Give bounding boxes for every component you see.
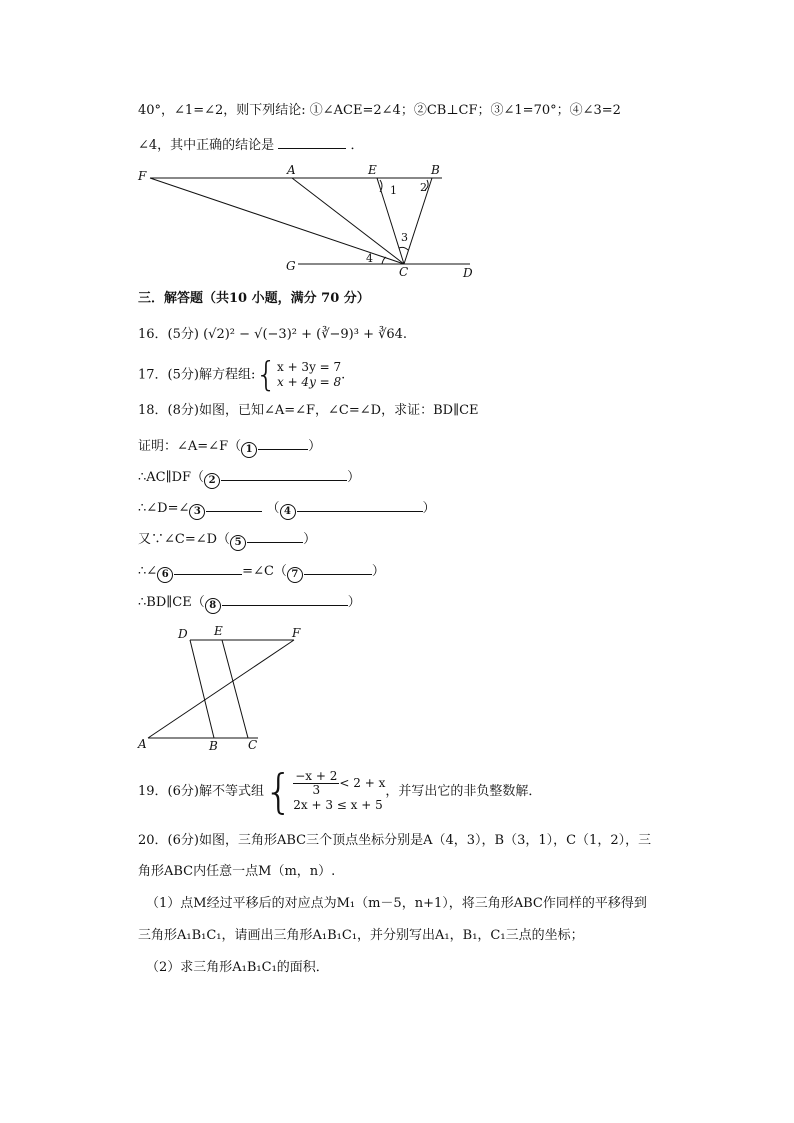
step5-text-b: =∠C（ — [242, 564, 287, 579]
segment-EC — [222, 640, 248, 738]
close-paren: ） — [422, 501, 436, 516]
q20-part1: （1）点M经过平移后的对应点为M₁（m－5，n+1），将三角形ABC作同样的平移得到 — [146, 896, 647, 911]
step4-text: 又∵∠C=∠D（ — [138, 532, 231, 547]
segment-AC — [292, 178, 404, 264]
close-paren: ） — [347, 470, 361, 485]
q17-num: 17．(5分)解方程组: — [138, 367, 256, 383]
blank-1[interactable] — [258, 435, 308, 450]
q19-top-rhs: < 2 + x — [339, 776, 386, 790]
step6-text: ∴BD∥CE（ — [138, 595, 205, 610]
q18-step4 — [138, 528, 316, 551]
blank-7[interactable] — [304, 560, 372, 575]
circle-1: 1 — [241, 442, 257, 458]
q15-line2-text: ∠4，其中正确的结论是 — [138, 138, 275, 153]
label-G: G — [286, 259, 296, 273]
q19-top — [293, 770, 385, 797]
close-paren: ） — [308, 439, 322, 454]
q19-system — [293, 770, 385, 813]
q20-line2: 角形ABC内任意一点M（m，n）. — [138, 864, 336, 879]
circle-2: 2 — [204, 473, 220, 489]
q16-expr: (√2)² − √(−3)² + (∛−9)³ + ∛64. — [203, 327, 408, 342]
angle-3-arc — [399, 247, 408, 250]
q18-step5 — [138, 560, 385, 583]
close-paren: ） — [371, 564, 385, 579]
label-E: E — [368, 163, 377, 177]
segment-DB — [190, 640, 214, 738]
circle-4: 4 — [280, 504, 296, 520]
q20-line1: 20．(6分)如图，三角形ABC三个顶点坐标分别是A（4，3），B（3，1），C（1，2），三 — [138, 833, 652, 848]
fraction-numerator: −x + 2 — [295, 769, 338, 783]
q18-title: 18．(8分)如图，已知∠A=∠F，∠C=∠D，求证：BD∥CE — [138, 403, 479, 418]
q18-step3: ∴∠D=∠ 3 （ 4 ） — [138, 497, 436, 520]
blank-8[interactable] — [222, 591, 348, 606]
blank-5[interactable] — [247, 528, 303, 543]
circle-8: 8 — [205, 598, 221, 614]
fraction-denominator: 3 — [312, 783, 321, 797]
q17-system — [277, 360, 341, 390]
q20-part2: （2）求三角形A₁B₁C₁的面积． — [146, 960, 329, 975]
label-4: 4 — [366, 252, 373, 265]
q18-step2 — [138, 466, 360, 489]
close-paren: ） — [303, 532, 317, 547]
angle-1-arc — [380, 180, 382, 192]
q17-end: . — [341, 367, 346, 383]
q17-eq1: x + 3y = 7 — [276, 360, 342, 374]
q17-eq2: x + 4y = 8 — [276, 375, 342, 389]
q15-figure — [134, 158, 484, 282]
circle-3: 3 — [189, 504, 205, 520]
brace: { — [263, 764, 294, 819]
label-A: A — [287, 163, 296, 177]
label-F: F — [292, 626, 301, 640]
label-E: E — [214, 624, 223, 638]
q15-line2 — [138, 134, 363, 156]
q19-num: 19．(6分)解不等式组 — [138, 784, 264, 799]
segment-BC — [404, 178, 432, 264]
q16 — [138, 325, 407, 345]
label-3: 3 — [401, 231, 408, 244]
label-B: B — [209, 739, 218, 753]
step5-text: ∴∠ — [138, 564, 158, 579]
q18-step6 — [138, 591, 361, 614]
brace: { — [255, 355, 277, 395]
label-C: C — [248, 738, 258, 752]
label-D: D — [178, 627, 188, 641]
q19-tail: ，并写出它的非负整数解． — [385, 784, 542, 799]
blank-4[interactable] — [297, 497, 423, 512]
step1-text: 证明：∠A=∠F（ — [138, 439, 242, 454]
blank-2[interactable] — [221, 466, 347, 481]
close-paren: ） — [347, 595, 361, 610]
circle-5: 5 — [230, 535, 246, 551]
section-heading: 三．解答题（共10 小题，满分 70 分） — [138, 291, 370, 306]
answer-blank[interactable] — [278, 134, 346, 149]
q15-line2-end: ． — [350, 138, 364, 153]
q19-bottom: 2x + 3 ≤ x + 5 — [293, 798, 383, 812]
q19 — [138, 764, 542, 819]
blank-6[interactable] — [174, 560, 242, 575]
q18-step1 — [138, 435, 321, 458]
label-D: D — [463, 266, 473, 280]
blank-3[interactable] — [206, 497, 262, 512]
label-B: B — [431, 163, 440, 177]
angle-4-arc — [382, 257, 386, 264]
q15-line1: 40°，∠1=∠2，则下列结论: ①∠ACE=2∠4；②CB⊥CF；③∠1=70°；④∠3=2 — [138, 103, 621, 118]
q18-figure — [134, 622, 314, 756]
segment-AF — [148, 640, 294, 738]
q19-fraction — [293, 770, 339, 797]
step3-text: ∴∠D=∠ — [138, 501, 190, 516]
q17 — [138, 355, 346, 395]
label-C: C — [399, 265, 409, 279]
circle-6: 6 — [157, 567, 173, 583]
step2-text: ∴AC∥DF（ — [138, 470, 205, 485]
label-A: A — [138, 737, 147, 751]
circle-7: 7 — [287, 567, 303, 583]
q20-line4: 三角形A₁B₁C₁，请画出三角形A₁B₁C₁，并分别写出A₁，B₁，C₁三点的坐标； — [138, 928, 584, 943]
label-2: 2 — [420, 181, 427, 194]
label-1: 1 — [390, 184, 397, 197]
label-F: F — [138, 169, 147, 183]
q16-num: 16．(5分) — [138, 327, 199, 342]
